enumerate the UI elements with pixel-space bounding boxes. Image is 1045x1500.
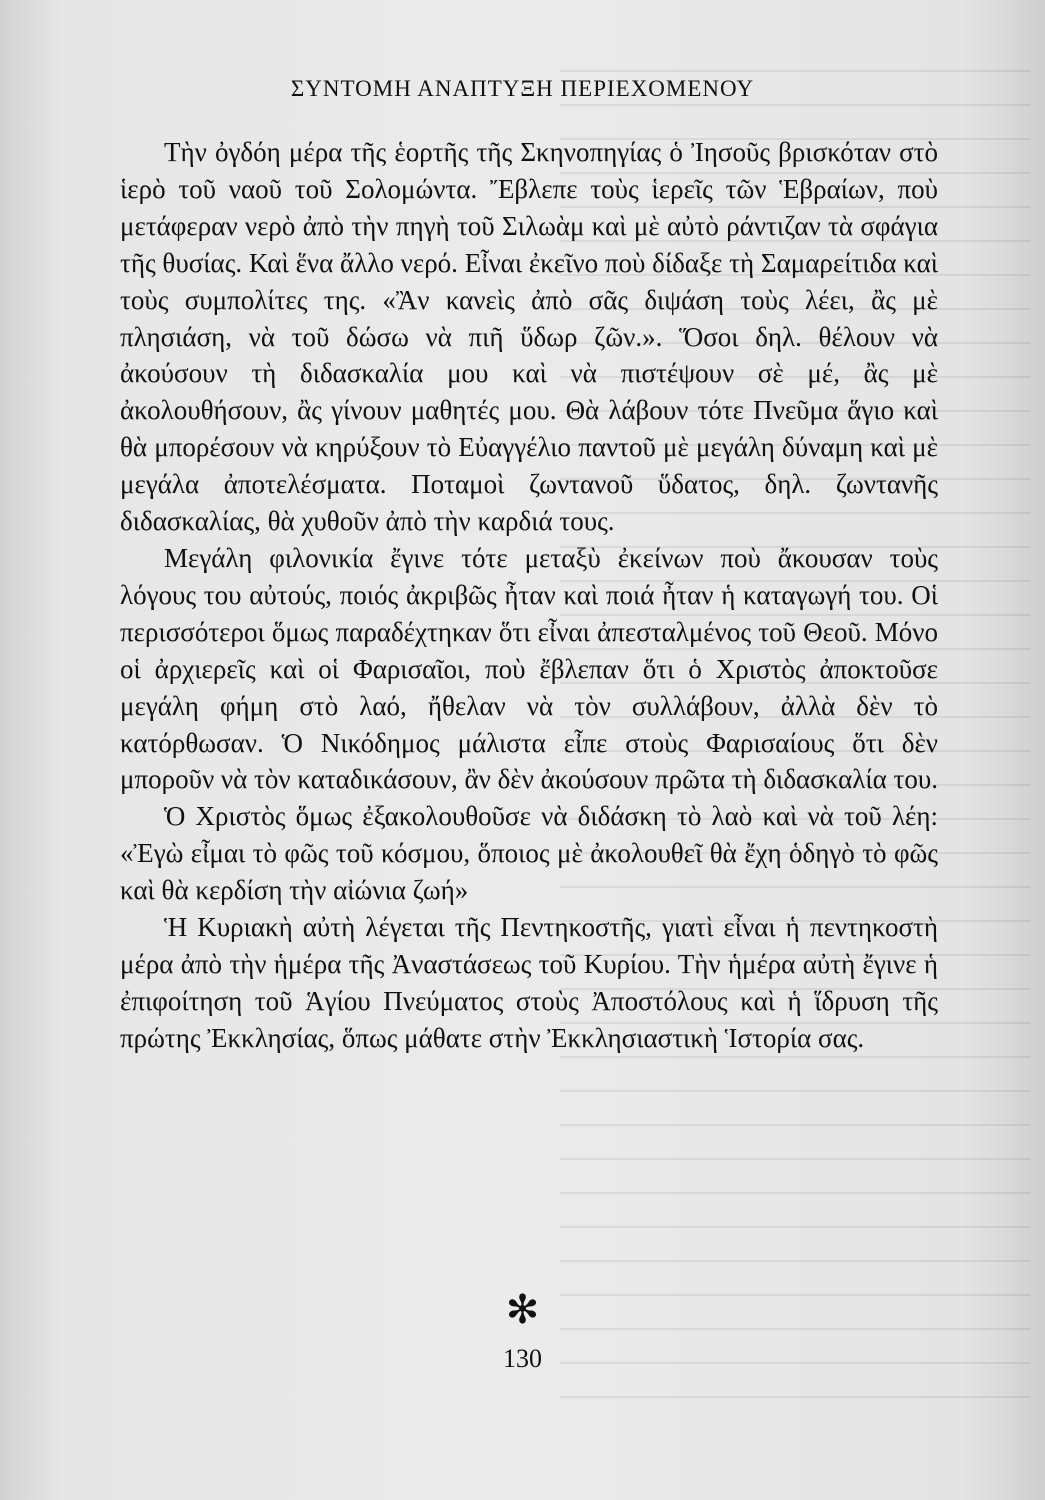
running-header: ΣΥΝΤΟΜΗ ΑΝΑΠΤΥΞΗ ΠΕΡΙΕΧΟΜΕΝΟΥ bbox=[290, 76, 755, 101]
paragraph-2: Μεγάλη φιλονικία ἔγινε τότε μεταξὺ ἐκείνων ποὺ ἄκουσαν τοὺς λόγους του αὐτούς, ποιός ἀκριβῶς ἦταν καὶ ποιά ἦταν ἡ καταγωγή του. Οἱ περισσότεροι ὅμως παραδέχτηκαν ὅτι εἶναι ἀπεσταλμένος τοῦ Θεοῦ. Μόνο οἱ ἀρχιερεῖς καὶ οἱ Φαρισαῖοι, ποὺ ἔβλεπαν ὅτι ὁ Χριστὸς ἀποκτοῦσε μεγάλη φήμη στὸ λαό, ἤθελαν νὰ τὸν συλλάβουν, ἀλλὰ δὲν τὸ κατόρθωσαν. Ὁ Νικόδημος μάλιστα εἶπε στοὺς Φαρισαίους ὅτι δὲν μποροῦν νὰ τὸν καταδικάσουν, ἂν δὲν ἀκούσουν πρῶτα τὴ διδασκαλία του. bbox=[120, 542, 938, 795]
paragraph-3: Ὁ Χριστὸς ὅμως ἐξακολουθοῦσε νὰ διδάσκη τὸ λαὸ καὶ νὰ τοῦ λέη: «Ἐγὼ εἶμαι τὸ φῶς τοῦ κόσμου, ὅποιος μὲ ἀκολουθεῖ θὰ ἔχη ὁδηγὸ τὸ φῶς καὶ θὰ κερδίση τὴν αἰώνια ζωή» bbox=[120, 801, 938, 906]
asterisk-ornament: ✻ bbox=[505, 1287, 540, 1333]
paragraph-4: Ἡ Κυριακὴ αὐτὴ λέγεται τῆς Πεντηκοστῆς, γιατὶ εἶναι ἡ πεντηκοστὴ μέρα ἀπὸ τὴν ἡμέρα τῆς Ἀναστάσεως τοῦ Κυρίου. Τὴν ἡμέρα αὐτὴ ἔγινε ἡ ἐπιφοίτηση τοῦ Ἁγίου Πνεύματος στοὺς Ἀποστόλους καὶ ἡ ἵδρυση τῆς πρώτης Ἐκκλησίας, ὅπως μάθατε στὴν Ἐκκλησιαστικὴ Ἱστορία σας. bbox=[120, 912, 938, 1053]
body-text bbox=[120, 134, 938, 1057]
page-number: 130 bbox=[503, 1344, 542, 1373]
paragraph-1: Τὴν ὀγδόη μέρα τῆς ἑορτῆς τῆς Σκηνοπηγίας ὁ Ἰησοῦς βρισκόταν στὸ ἱερὸ τοῦ ναοῦ τοῦ Σολομώντα. Ἔβλεπε τοὺς ἱερεῖς τῶν Ἑβραίων, ποὺ μετάφεραν νερὸ ἀπὸ τὴν πηγὴ τοῦ Σιλωὰμ καὶ μὲ αὐτὸ ράντιζαν τὰ σφάγια τῆς θυσίας. Καὶ ἕνα ἄλλο νερό. Εἶναι ἐκεῖνο ποὺ δίδαξε τὴ Σαμαρείτιδα καὶ τοὺς συμπολίτες της. «Ἂν κανεὶς ἀπὸ σᾶς διψάση τοὺς λέει, ἂς μὲ πλησιάση, νὰ τοῦ δώσω νὰ πιῆ ὕδωρ ζῶν.». Ὅσοι δηλ. θέλουν νὰ ἀκούσουν τὴ διδασκαλία μου καὶ νὰ πιστέψουν σὲ μέ, ἂς μὲ ἀκολουθήσουν, ἂς γίνουν μαθητές μου. Θὰ λάβουν τότε Πνεῦμα ἅγιο καὶ θὰ μπορέσουν νὰ κηρύξουν τὸ Εὐαγγέλιο παντοῦ μὲ μεγάλη δύναμη καὶ μὲ μεγάλα ἀποτελέσματα. Ποταμοὶ ζωντανοῦ ὕδατος, δηλ. ζωντανῆς διδασκαλίας, θὰ χυθοῦν ἀπὸ τὴν καρδιά τους. bbox=[120, 137, 938, 537]
